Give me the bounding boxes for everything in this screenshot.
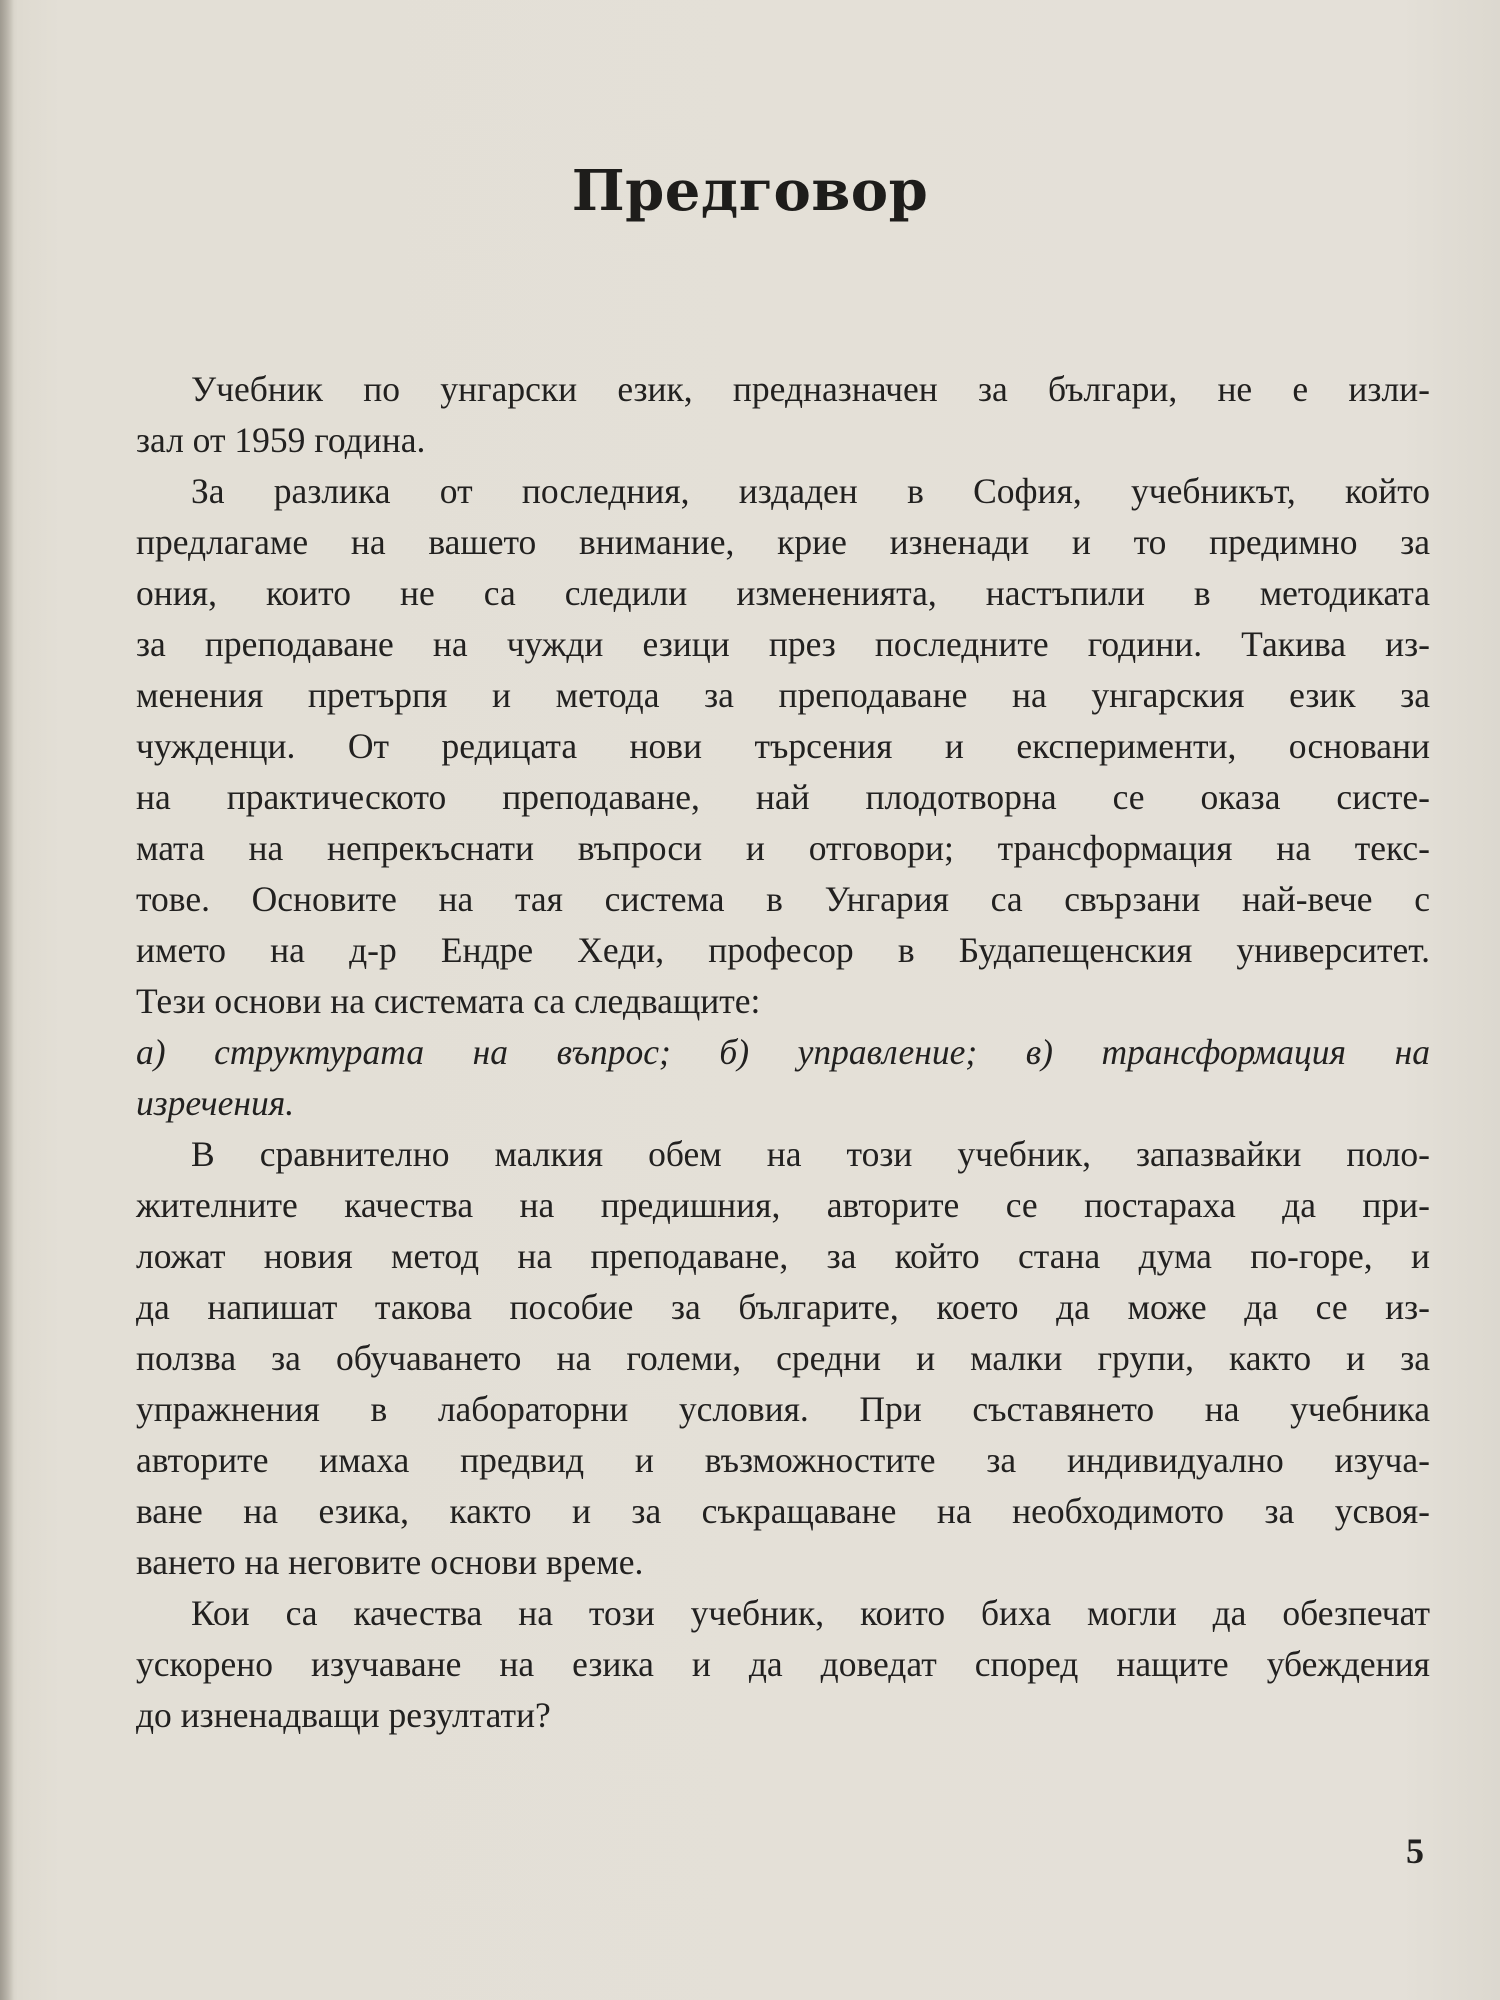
body-text bbox=[136, 364, 1430, 1741]
text-line: ването на неговите основи време. bbox=[136, 1542, 644, 1582]
text-line: предлагаме на вашето внимание, крие изненади и то предимно за bbox=[136, 522, 1430, 562]
text-line: менения претърпя и метода за преподаване на унгарския език за bbox=[136, 675, 1430, 715]
text-line: на практическото преподаване, най плодотворна се оказа систе- bbox=[136, 777, 1430, 817]
text-line: тове. Основите на тая система в Унгария са свързани най-вече с bbox=[136, 879, 1430, 919]
text-line: жителните качества на предишния, авторите се постараха да при- bbox=[136, 1185, 1430, 1225]
text-line: до изненадващи резултати? bbox=[136, 1695, 551, 1735]
text-line: ване на езика, както и за съкращаване на необходимото за усвоя- bbox=[136, 1491, 1430, 1531]
text-line: ускорено изучаване на езика и да доведат според нащите убеждения bbox=[136, 1644, 1430, 1684]
text-line: мата на непрекъснати въпроси и отговори; трансформация на текс- bbox=[136, 828, 1430, 868]
page-number: 5 bbox=[1406, 1831, 1424, 1871]
text-line: да напишат такова пособие за българите, което да може да се из- bbox=[136, 1287, 1430, 1327]
text-line: авторите имаха предвид и възможностите за индивидуално изуча- bbox=[136, 1440, 1430, 1480]
spine-shadow bbox=[0, 0, 14, 2000]
text-line-italic: а) структурата на въпрос; б) управление; в) трансформация на bbox=[136, 1032, 1430, 1072]
text-line: В сравнително малкия обем на този учебник, запазвайки поло- bbox=[191, 1134, 1430, 1174]
text-line: Тези основи на системата са следващите: bbox=[136, 981, 761, 1021]
text-line: ложат новия метод на преподаване, за който стана дума по-горе, и bbox=[136, 1236, 1430, 1276]
text-line: Кои са качества на този учебник, които биха могли да обезпечат bbox=[191, 1593, 1430, 1633]
text-line: зал от 1959 година. bbox=[136, 420, 426, 460]
text-line: за преподаване на чужди езици през последните години. Такива из- bbox=[136, 624, 1430, 664]
page-title: Предговор bbox=[571, 158, 929, 224]
text-line: Учебник по унгарски език, предназначен за българи, не е изли- bbox=[191, 369, 1430, 409]
text-line-italic: изречения. bbox=[136, 1083, 295, 1123]
text-line: упражнения в лабораторни условия. При съставянето на учебника bbox=[136, 1389, 1430, 1429]
text-line: За разлика от последния, издаден в София, учебникът, който bbox=[191, 471, 1430, 511]
text-line: чужденци. От редицата нови търсения и експерименти, основани bbox=[136, 726, 1430, 766]
text-line: името на д-р Ендре Хеди, професор в Будапещенския университет. bbox=[136, 930, 1430, 970]
text-line: ползва за обучаването на големи, средни и малки групи, както и за bbox=[136, 1338, 1430, 1378]
text-line: ония, които не са следили измененията, настъпили в методиката bbox=[136, 573, 1430, 613]
